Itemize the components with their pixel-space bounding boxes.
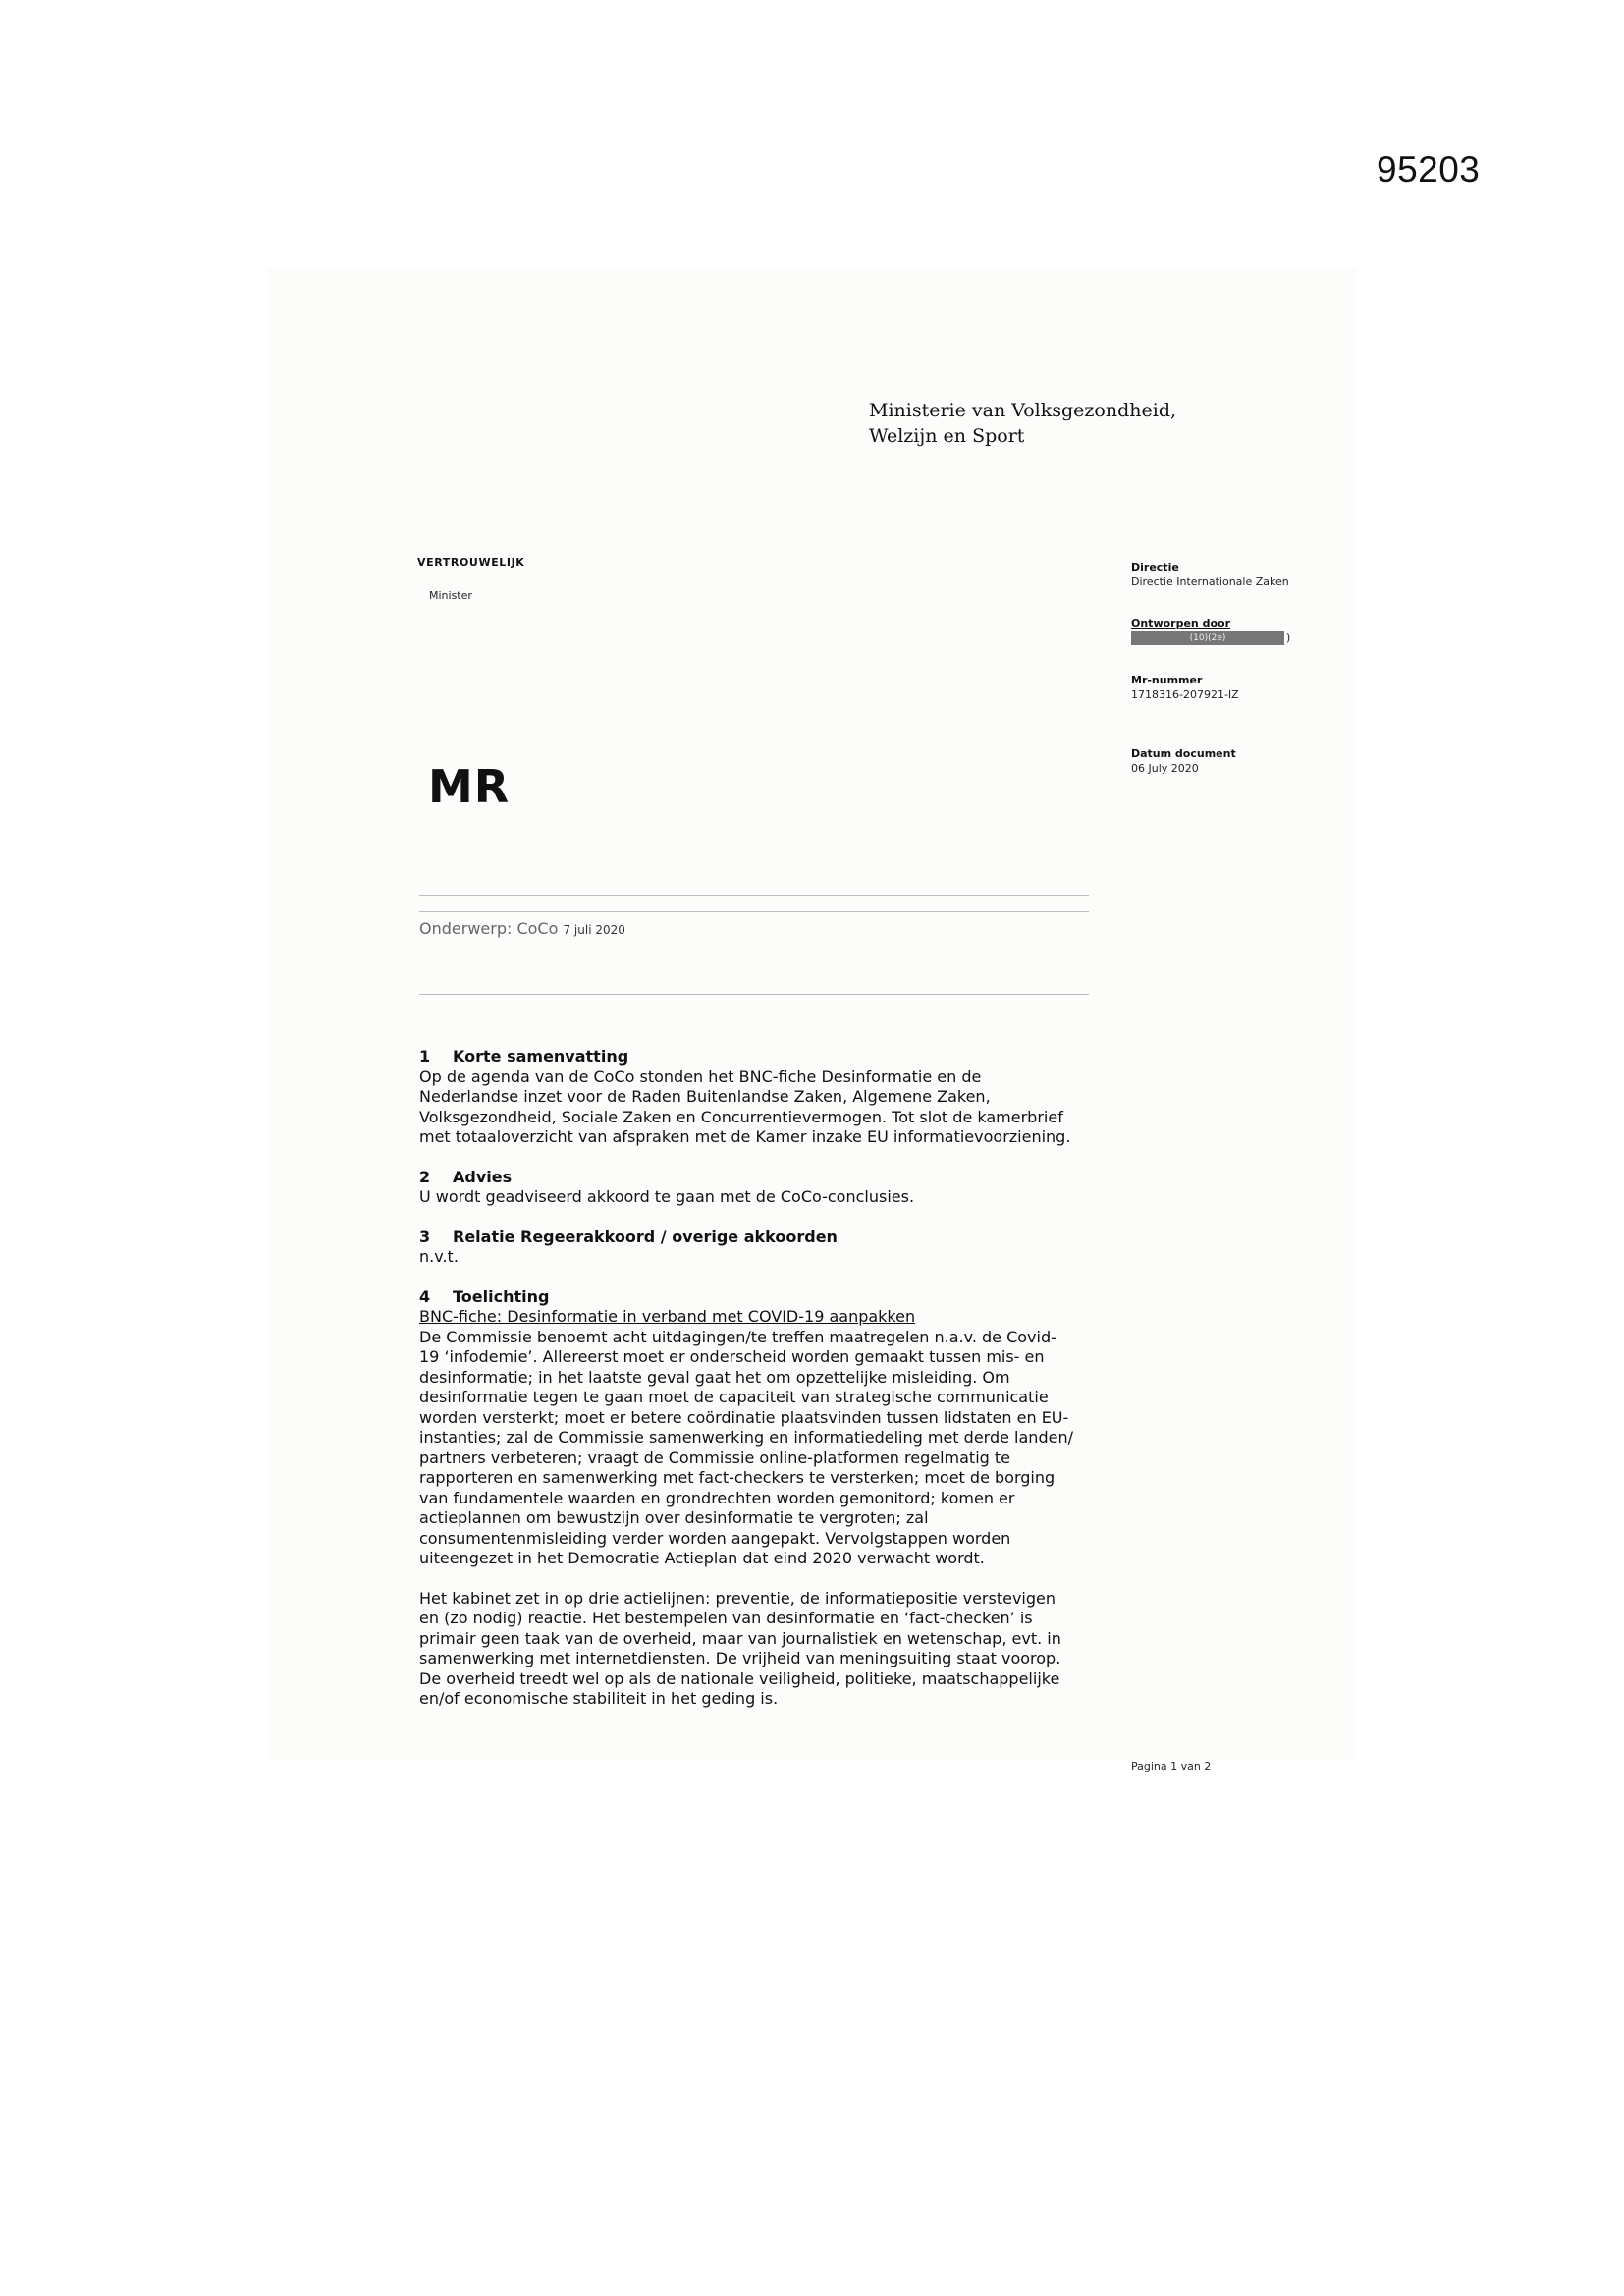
subject-line [419, 919, 625, 938]
section-title: Advies [453, 1167, 513, 1186]
text-line: Nederlandse inzet voor de Raden Buitenlandse Zaken, Algemene Zaken, [419, 1087, 991, 1106]
text-line: consumentenmisleiding verder worden aangepakt. Vervolgstappen worden [419, 1528, 1011, 1548]
section-agreements [419, 1228, 1126, 1268]
mr-number-label: Mr-nummer [1131, 674, 1203, 686]
directie-block [1131, 560, 1289, 589]
text-line: en/of economische stabiliteit in het geding is. [419, 1689, 779, 1708]
text-line: primair geen taak van de overheid, maar van journalistiek en wetenschap, evt. in [419, 1628, 1061, 1648]
section-title: Toelichting [453, 1286, 550, 1306]
directie-value: Directie Internationale Zaken [1131, 575, 1289, 588]
directie-label: Directie [1131, 561, 1179, 574]
text-line: actieplannen om bewustzijn over desinformatie te vergroten; zal [419, 1508, 929, 1527]
datum-block [1131, 746, 1236, 776]
text-line: rapporteren en samenwerking met fact-checkers te versterken; moet de borging [419, 1468, 1056, 1487]
ministry-line-2: Welzijn en Sport [869, 425, 1025, 447]
section-heading [419, 1168, 1126, 1188]
text-line: De overheid treedt wel op als de nationale veiligheid, politieke, maatschappelijke [419, 1668, 1060, 1688]
ontworpen-block [1131, 616, 1290, 645]
text-line: worden versterkt; moet er betere coördinatie plaatsvinden tussen lidstaten en EU- [419, 1407, 1069, 1427]
section-number: 1 [419, 1047, 431, 1066]
section-heading [419, 1287, 1126, 1308]
document-title: MR [428, 760, 511, 813]
text-line: met totaaloverzicht van afspraken met de Kamer inzake EU informatievoorziening. [419, 1127, 1071, 1146]
redaction-tail: ) [1286, 631, 1291, 644]
datum-label: Datum document [1131, 747, 1236, 760]
text-line: desinformatie; in het laatste geval gaat het om opzettelijke misleiding. Om [419, 1367, 1010, 1387]
classification-label: VERTROUWELIJK [417, 556, 525, 569]
addressee: Minister [429, 589, 472, 602]
ministry-line-1: Ministerie van Volksgezondheid, [869, 400, 1177, 421]
section-summary [419, 1047, 1126, 1148]
text-line: desinformatie tegen te gaan moet de capaciteit van strategische communicatie [419, 1388, 1049, 1406]
subject-label: Onderwerp: CoCo [419, 919, 559, 938]
section-heading [419, 1228, 1126, 1248]
text-line: n.v.t. [419, 1247, 459, 1266]
divider-top [419, 895, 1089, 896]
explanation-subheading: BNC-fiche: Desinformatie in verband met COVID-19 aanpakken [419, 1307, 916, 1326]
text-line: 19 ‘infodemie’. Allereerst moet er onderscheid worden gemaakt tussen mis- en [419, 1347, 1045, 1366]
subject-date: 7 juli 2020 [563, 923, 625, 937]
section-advice [419, 1168, 1126, 1208]
page-footer: Pagina 1 van 2 [1131, 1760, 1212, 1773]
document-number: 95203 [1377, 149, 1481, 190]
datum-value: 06 July 2020 [1131, 762, 1199, 775]
divider-middle [419, 911, 1089, 912]
text-line: partners verbeteren; vraagt de Commissie online-platformen regelmatig te [419, 1448, 1010, 1467]
section-title: Relatie Regeerakkoord / overige akkoorden [453, 1227, 838, 1246]
text-line: U wordt geadviseerd akkoord te gaan met de CoCo-conclusies. [419, 1187, 915, 1206]
text-line: instanties; zal de Commissie samenwerking en informatiedeling met derde landen/ [419, 1428, 1073, 1447]
redaction-box: (10)(2e) [1131, 631, 1284, 645]
section-number: 3 [419, 1227, 431, 1246]
text-line: Volksgezondheid, Sociale Zaken en Concurrentievermogen. Tot slot de kamerbrief [419, 1107, 1063, 1126]
ministry-logo-text [869, 398, 1176, 449]
divider-bottom [419, 994, 1089, 995]
section-title: Korte samenvatting [453, 1047, 629, 1066]
mr-number-value: 1718316-207921-IZ [1131, 688, 1239, 701]
section-heading [419, 1047, 1126, 1067]
ontworpen-label: Ontworpen door [1131, 617, 1230, 629]
agreements-paragraph [419, 1247, 1126, 1268]
mr-number-block [1131, 673, 1239, 702]
document-body [419, 1047, 1126, 1729]
section-explanation [419, 1287, 1126, 1710]
section-number: 4 [419, 1286, 431, 1306]
summary-paragraph [419, 1067, 1126, 1148]
section-number: 2 [419, 1167, 431, 1186]
text-line: uiteengezet in het Democratie Actieplan dat eind 2020 verwacht wordt. [419, 1549, 985, 1567]
text-line: Op de agenda van de CoCo stonden het BNC-fiche Desinformatie en de [419, 1066, 982, 1086]
advice-paragraph [419, 1187, 1126, 1208]
explanation-paragraph-1 [419, 1328, 1126, 1569]
text-line: van fundamentele waarden en grondrechten worden gemonitord; komen er [419, 1488, 1015, 1507]
text-line: Het kabinet zet in op drie actielijnen: preventie, de informatiepositie verstevigen [419, 1588, 1056, 1608]
text-line: en (zo nodig) reactie. Het bestempelen van desinformatie en ‘fact-checken’ is [419, 1609, 1033, 1627]
text-line: samenwerking met internetdiensten. De vrijheid van meningsuiting staat voorop. [419, 1649, 1061, 1667]
explanation-paragraph-2 [419, 1589, 1126, 1710]
text-line: De Commissie benoemt acht uitdagingen/te treffen maatregelen n.a.v. de Covid- [419, 1327, 1056, 1346]
